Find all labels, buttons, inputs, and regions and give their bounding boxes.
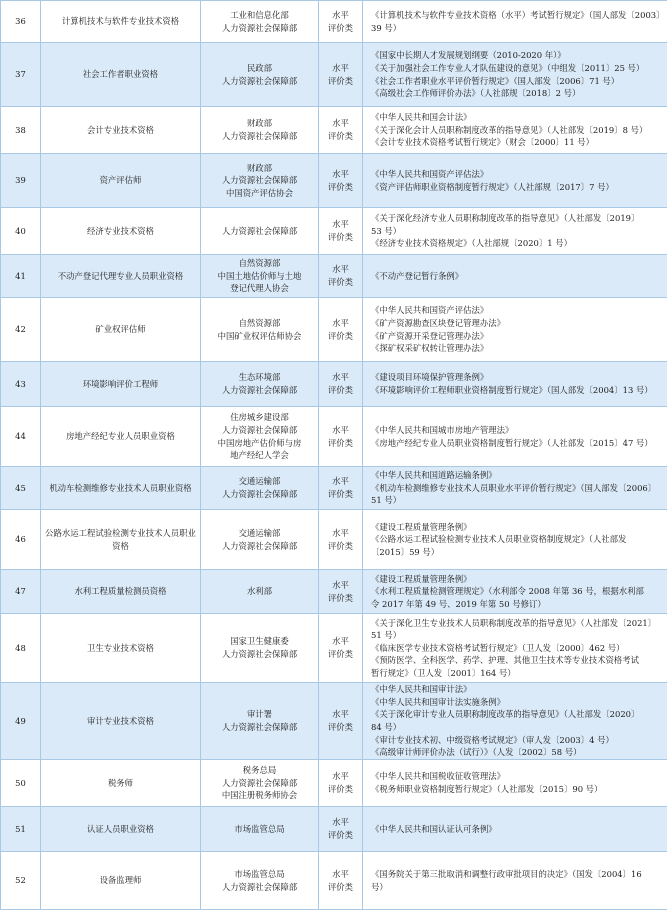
department-line: 市场监管总局 xyxy=(234,868,285,879)
qualification-name: 环境影响评价工程师 xyxy=(41,362,201,407)
department-line: 人力资源社会保障部 xyxy=(221,722,298,732)
qualification-name: 认证人员职业资格 xyxy=(41,807,201,852)
row-number: 47 xyxy=(1,570,41,614)
type-line: 水平 xyxy=(332,264,349,275)
basis-line: 《水利工程质量检测管理规定》（水利部令 2008 年第 36 号，根据水利部 xyxy=(371,586,644,597)
table-row xyxy=(1,154,667,208)
basis-line: 《国务院关于第三批取消和调整行政审批项目的决定》（国发〔2004〕16 xyxy=(371,868,642,879)
department-line: 中国矿业权评估师协会 xyxy=(217,330,302,341)
row-number: 41 xyxy=(1,255,41,298)
type-line: 水平 xyxy=(332,636,349,647)
qualification-name: 卫生专业技术资格 xyxy=(41,614,201,683)
department-line: 国家卫生健康委 xyxy=(230,636,289,647)
department-line: 财政部 xyxy=(246,118,273,129)
table-row xyxy=(1,760,667,807)
implementing-department xyxy=(201,362,319,407)
basis-line: 《中华人民共和国审计法》 xyxy=(371,684,472,695)
basis-line: 《税务师职业资格制度暂行规定》（人社部发〔2015〕90 号） xyxy=(371,784,603,794)
qualification-type xyxy=(319,570,363,614)
table-row xyxy=(1,807,667,852)
qualification-type xyxy=(319,407,363,467)
legal-basis xyxy=(363,298,667,362)
type-line: 水平 xyxy=(332,527,349,538)
type-line: 水平 xyxy=(332,579,349,590)
type-line: 评价类 xyxy=(327,540,354,551)
department-line: 人力资源社会保障部 xyxy=(221,225,298,236)
basis-line: 《中华人民共和国税收征收管理法》 xyxy=(371,771,505,782)
department-line: 水利部 xyxy=(246,586,273,597)
department-line: 市场监管总局 xyxy=(234,823,285,834)
row-number: 37 xyxy=(1,43,41,107)
type-line: 评价类 xyxy=(327,830,354,840)
type-line: 评价类 xyxy=(327,22,354,33)
qualification-type xyxy=(319,807,363,852)
table-row xyxy=(1,614,667,683)
implementing-department xyxy=(201,154,319,208)
basis-line: 《计算机技术与软件专业技术资格（水平）考试暂行规定》（国人部发〔2003〕 xyxy=(371,9,665,20)
type-line: 评价类 xyxy=(327,131,354,141)
type-line: 水平 xyxy=(332,118,349,129)
type-line: 水平 xyxy=(332,168,349,179)
basis-line: 《中华人民共和国审计法实施条例》 xyxy=(371,696,505,707)
basis-line: 《探矿权采矿权转让管理办法》 xyxy=(371,343,489,354)
type-line: 水平 xyxy=(332,62,349,73)
department-line: 中国资产评估协会 xyxy=(226,187,293,198)
type-line: 评价类 xyxy=(327,232,354,242)
basis-line: 号） xyxy=(371,881,388,892)
department-line: 中国土地估价师与土地 xyxy=(217,270,302,281)
department-line: 人力资源社会保障部 xyxy=(221,424,298,435)
basis-line: 《资产评估师职业资格制度暂行规定》（人社部规〔2017〕7 号） xyxy=(371,181,614,192)
basis-line: 《临床医学专业技术资格考试暂行规定》（卫人发〔2000〕462 号） xyxy=(371,642,625,653)
type-line: 评价类 xyxy=(327,437,354,448)
qualification-name: 机动车检测维修专业技术人员职业资格 xyxy=(41,467,201,510)
basis-line: 《中华人民共和国认证认可条例》 xyxy=(371,823,497,834)
type-line: 评价类 xyxy=(327,489,354,499)
department-line: 人力资源社会保障部 xyxy=(221,649,298,659)
legal-basis xyxy=(363,154,667,208)
basis-line: 《关于深化审计专业人员职称制度改革的指导意见》（人社部发〔2020〕 xyxy=(371,709,640,720)
table-row xyxy=(1,362,667,407)
department-line: 生态环境部 xyxy=(238,372,281,383)
department-line: 地产经纪人学会 xyxy=(230,450,289,461)
qualification-name: 社会工作者职业资格 xyxy=(41,43,201,107)
implementing-department xyxy=(201,255,319,298)
type-line: 水平 xyxy=(332,868,349,879)
department-line: 中国房地产估价师与房 xyxy=(217,437,302,448)
department-line: 中国注册税务师协会 xyxy=(221,790,298,801)
department-line: 交通运输部 xyxy=(238,527,281,538)
table-row xyxy=(1,1,667,43)
qualification-type xyxy=(319,107,363,154)
legal-basis xyxy=(363,807,667,852)
type-line: 评价类 xyxy=(327,277,354,287)
department-line: 自然资源部 xyxy=(238,258,281,269)
basis-line: 《高级审计师评价办法（试行）》（人发〔2002〕58 号） xyxy=(371,747,582,758)
legal-basis xyxy=(363,510,667,570)
table-body xyxy=(1,1,667,910)
basis-line: 53 号） xyxy=(371,225,402,236)
row-number: 42 xyxy=(1,298,41,362)
qualification-name: 房地产经纪专业人员职业资格 xyxy=(41,407,201,467)
basis-line: 《房地产经纪专业人员职业资格制度暂行规定》（人社部发〔2015〕47 号） xyxy=(371,437,653,448)
basis-line: 《环境影响评价工程师职业资格制度暂行规定》（国人部发〔2004〕13 号） xyxy=(371,385,653,395)
basis-line: 《关于深化经济专业人员职称制度改革的指导意见》（人社部发〔2019〕 xyxy=(371,213,640,224)
department-line: 审计署 xyxy=(246,709,273,720)
qualification-type xyxy=(319,683,363,760)
department-line: 人力资源社会保障部 xyxy=(221,489,298,499)
qualification-type xyxy=(319,760,363,807)
basis-line: 《中华人民共和国资产评估法》 xyxy=(371,305,489,316)
qualification-type xyxy=(319,852,363,910)
type-line: 水平 xyxy=(332,219,349,230)
implementing-department xyxy=(201,467,319,510)
qualification-name: 计算机技术与软件专业技术资格 xyxy=(41,1,201,43)
qualification-name: 会计专业技术资格 xyxy=(41,107,201,154)
department-line: 工业和信息化部 xyxy=(230,9,289,20)
department-line: 财政部 xyxy=(246,162,273,173)
legal-basis xyxy=(363,852,667,910)
qualification-name: 设备监理师 xyxy=(41,852,201,910)
type-line: 评价类 xyxy=(327,385,354,395)
implementing-department xyxy=(201,1,319,43)
basis-line: 《关于加强社会工作专业人才队伍建设的意见》（中组发〔2011〕25 号） xyxy=(371,62,645,73)
department-line: 交通运输部 xyxy=(238,476,281,487)
row-number: 39 xyxy=(1,154,41,208)
legal-basis xyxy=(363,614,667,683)
qualification-type xyxy=(319,614,363,683)
qualification-type xyxy=(319,362,363,407)
table-row xyxy=(1,107,667,154)
implementing-department xyxy=(201,510,319,570)
row-number: 45 xyxy=(1,467,41,510)
table-row xyxy=(1,43,667,107)
implementing-department xyxy=(201,570,319,614)
basis-line: 《中华人民共和国会计法》 xyxy=(371,112,472,123)
basis-line: 〔2015〕59 号） xyxy=(371,546,440,557)
row-number: 36 xyxy=(1,1,41,43)
legal-basis xyxy=(363,43,667,107)
basis-line: 39 号） xyxy=(371,22,402,33)
table-row xyxy=(1,570,667,614)
implementing-department xyxy=(201,407,319,467)
basis-line: 《公路水运工程试验检测专业技术人员职业资格制度规定》（人社部发 xyxy=(371,534,627,545)
basis-line: 《建设工程质量管理条例》 xyxy=(371,521,472,532)
department-line: 民政部 xyxy=(246,62,273,73)
qualification-name: 审计专业技术资格 xyxy=(41,683,201,760)
implementing-department xyxy=(201,807,319,852)
implementing-department xyxy=(201,107,319,154)
row-number: 43 xyxy=(1,362,41,407)
row-number: 52 xyxy=(1,852,41,910)
department-line: 人力资源社会保障部 xyxy=(221,777,298,788)
type-line: 水平 xyxy=(332,771,349,782)
type-line: 水平 xyxy=(332,9,349,20)
type-line: 评价类 xyxy=(327,330,354,341)
row-number: 44 xyxy=(1,407,41,467)
department-line: 人力资源社会保障部 xyxy=(221,131,298,141)
department-line: 住房城乡建设部 xyxy=(230,412,289,423)
basis-line: 《中华人民共和国资产评估法》 xyxy=(371,168,489,179)
legal-basis xyxy=(363,208,667,255)
qualification-type xyxy=(319,255,363,298)
legal-basis xyxy=(363,255,667,298)
basis-line: 《审计专业技术初、中级资格考试规定》（审人发〔2003〕4 号） xyxy=(371,734,614,745)
basis-line: 《国家中长期人才发展规划纲要（2010-2020 年）》 xyxy=(371,50,566,61)
basis-line: 《社会工作者职业水平评价暂行规定》（国人部发〔2006〕71 号） xyxy=(371,75,620,86)
basis-line: 《预防医学、全科医学、药学、护理、其他卫生技术等专业技术资格考试 xyxy=(371,655,639,666)
department-line: 人力资源社会保障部 xyxy=(221,175,298,186)
implementing-department xyxy=(201,852,319,910)
implementing-department xyxy=(201,298,319,362)
implementing-department xyxy=(201,43,319,107)
row-number: 48 xyxy=(1,614,41,683)
basis-line: 《建设项目环境保护管理条例》 xyxy=(371,372,489,383)
type-line: 评价类 xyxy=(327,649,354,659)
department-line: 自然资源部 xyxy=(238,317,281,328)
basis-line: 令 2017 年第 49 号、2019 年第 50 号修订） xyxy=(371,598,546,609)
basis-line: 《关于深化卫生专业技术人员职称制度改革的指导意见》（人社部发〔2021〕 xyxy=(371,617,657,628)
table-row xyxy=(1,208,667,255)
legal-basis xyxy=(363,683,667,760)
type-line: 评价类 xyxy=(327,881,354,892)
legal-basis xyxy=(363,362,667,407)
basis-line: 《高级社会工作师评价办法》（人社部规〔2018〕2 号） xyxy=(371,88,581,99)
implementing-department xyxy=(201,760,319,807)
basis-line: 《会计专业技术资格考试暂行规定》（财会〔2000〕11 号） xyxy=(371,137,595,148)
table-row xyxy=(1,407,667,467)
implementing-department xyxy=(201,614,319,683)
type-line: 水平 xyxy=(332,817,349,828)
qualification-name: 经济专业技术资格 xyxy=(41,208,201,255)
basis-line: 84 号） xyxy=(371,722,402,732)
implementing-department xyxy=(201,208,319,255)
qualification-type xyxy=(319,208,363,255)
basis-line: 《矿产资源开采登记管理办法》 xyxy=(371,330,489,341)
row-number: 49 xyxy=(1,683,41,760)
type-line: 评价类 xyxy=(327,722,354,732)
basis-line: 暂行规定》（卫人发〔2001〕164 号） xyxy=(371,667,516,678)
basis-line: 《中华人民共和国道路运输条例》 xyxy=(371,470,497,481)
row-number: 46 xyxy=(1,510,41,570)
department-line: 登记代理人协会 xyxy=(230,283,289,294)
qualification-type xyxy=(319,43,363,107)
table-row xyxy=(1,467,667,510)
qualification-name: 水利工程质量检测员资格 xyxy=(41,570,201,614)
type-line: 评价类 xyxy=(327,75,354,86)
qualification-name: 税务师 xyxy=(41,760,201,807)
table-row xyxy=(1,255,667,298)
basis-line: 《机动车检测维修专业技术人员职业水平评价暂行规定》（国人部发〔2006〕 xyxy=(371,482,657,493)
basis-line: 51 号） xyxy=(371,495,402,506)
qualification-name: 公路水运工程试验检测专业技术人员职业资格 xyxy=(41,510,201,570)
legal-basis xyxy=(363,760,667,807)
department-line: 人力资源社会保障部 xyxy=(221,75,298,86)
basis-line: 《不动产登记暂行条例》 xyxy=(371,270,464,281)
qualification-type xyxy=(319,467,363,510)
qualification-type xyxy=(319,1,363,43)
qualification-name: 不动产登记代理专业人员职业资格 xyxy=(41,255,201,298)
type-line: 水平 xyxy=(332,317,349,328)
department-line: 人力资源社会保障部 xyxy=(221,540,298,551)
legal-basis xyxy=(363,407,667,467)
type-line: 水平 xyxy=(332,476,349,487)
basis-line: 《关于深化会计人员职称制度改革的指导意见》（人社部发〔2019〕8 号） xyxy=(371,124,648,135)
department-line: 人力资源社会保障部 xyxy=(221,385,298,395)
legal-basis xyxy=(363,467,667,510)
table-row xyxy=(1,683,667,760)
basis-line: 《经济专业技术资格规定》（人社部规〔2020〕1 号） xyxy=(371,238,572,249)
type-line: 水平 xyxy=(332,709,349,720)
implementing-department xyxy=(201,683,319,760)
basis-line: 《中华人民共和国城市房地产管理法》 xyxy=(371,424,514,435)
department-line: 税务总局 xyxy=(242,765,277,776)
department-line: 人力资源社会保障部 xyxy=(221,881,298,892)
qualification-type xyxy=(319,298,363,362)
type-line: 水平 xyxy=(332,372,349,383)
type-line: 评价类 xyxy=(327,181,354,192)
table-row xyxy=(1,510,667,570)
row-number: 50 xyxy=(1,760,41,807)
table-row xyxy=(1,852,667,910)
basis-line: 51 号） xyxy=(371,630,402,641)
row-number: 38 xyxy=(1,107,41,154)
row-number: 40 xyxy=(1,208,41,255)
type-line: 水平 xyxy=(332,424,349,435)
qualification-name: 资产评估师 xyxy=(41,154,201,208)
qualification-name: 矿业权评估师 xyxy=(41,298,201,362)
basis-line: 《矿产资源勘查区块登记管理办法》 xyxy=(371,317,505,328)
department-line: 人力资源社会保障部 xyxy=(221,22,298,33)
legal-basis xyxy=(363,107,667,154)
type-line: 评价类 xyxy=(327,784,354,794)
table-row xyxy=(1,298,667,362)
row-number: 51 xyxy=(1,807,41,852)
type-line: 评价类 xyxy=(327,592,354,603)
legal-basis xyxy=(363,1,667,43)
qualification-type xyxy=(319,154,363,208)
legal-basis xyxy=(363,570,667,614)
basis-line: 《建设工程质量管理条例》 xyxy=(371,573,472,584)
qualification-type xyxy=(319,510,363,570)
